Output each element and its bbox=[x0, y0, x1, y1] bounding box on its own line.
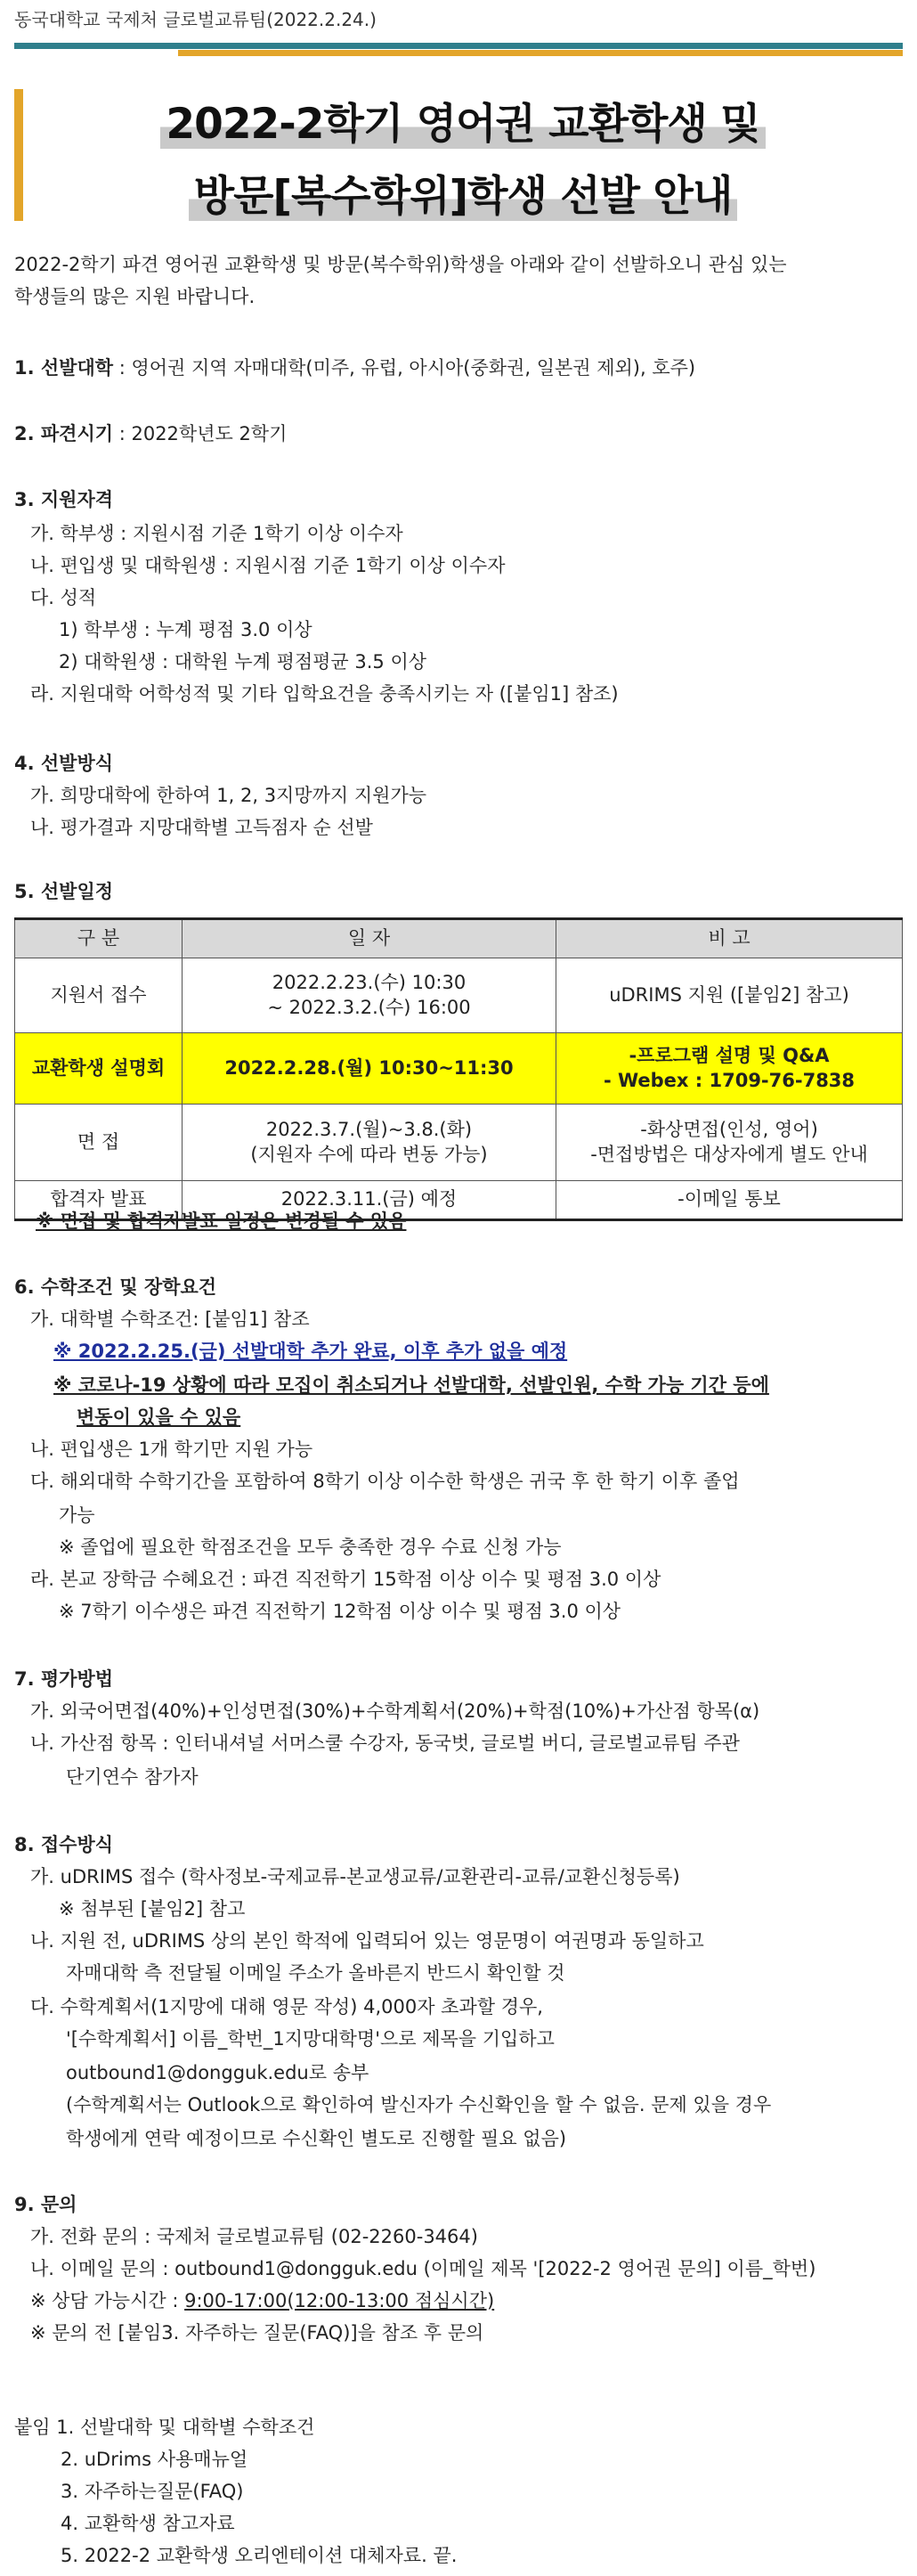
section-2-text: : 2022학년도 2학기 bbox=[113, 423, 288, 444]
schedule-cell-date: 2022.2.28.(월) 10:30~11:30 bbox=[183, 1033, 556, 1105]
header-divider-teal bbox=[14, 43, 903, 49]
section-8-item-c-line-1: 다. 수학계획서(1지망에 대해 영문 작성) 4,000자 초과할 경우, bbox=[30, 1996, 543, 2018]
table-row bbox=[15, 1105, 903, 1181]
section-4-title: 4. 선발방식 bbox=[14, 753, 114, 774]
section-7-item-b-line-2: 단기연수 참가자 bbox=[66, 1766, 199, 1788]
section-4-item-a: 가. 희망대학에 한하여 1, 2, 3지망까지 지원가능 bbox=[30, 785, 427, 806]
schedule-cell-date bbox=[183, 958, 556, 1033]
table-row bbox=[15, 1033, 903, 1105]
section-3-item-c2: 2) 대학원생 : 대학원 누계 평점평균 3.5 이상 bbox=[59, 651, 427, 673]
schedule-note-line: -면접방법은 대상자에게 별도 안내 bbox=[590, 1143, 868, 1165]
table-row bbox=[15, 958, 903, 1033]
section-3-item-d: 라. 지원대학 어학성적 및 기타 입학요건을 충족시키는 자 ([붙임1] 참조) bbox=[30, 683, 619, 705]
title-line-1: 2022-2학기 영어권 교환학생 및 bbox=[160, 100, 765, 149]
section-7-title: 7. 평가방법 bbox=[14, 1668, 114, 1690]
schedule-table bbox=[14, 917, 903, 1221]
title-line-2: 방문[복수학위]학생 선발 안내 bbox=[189, 172, 738, 221]
schedule-header-note: 비 고 bbox=[556, 919, 903, 958]
section-8-item-b-line-1: 나. 지원 전, uDRIMS 상의 본인 학적에 입력되어 있는 영문명이 여권명과 동일하고 bbox=[30, 1930, 704, 1952]
section-6-item-d-note: ※ 7학기 이수생은 파견 직전학기 12학점 이상 이수 및 평점 3.0 이상 bbox=[59, 1601, 621, 1622]
schedule-cell-category: 합격자 발표 bbox=[15, 1181, 183, 1220]
section-6-note-1: ※ 2022.2.25.(금) 선발대학 추가 완료, 이후 추가 없을 예정 bbox=[53, 1341, 568, 1362]
section-9-item-a: 가. 전화 문의 : 국제처 글로벌교류팀 (02-2260-3464) bbox=[30, 2226, 478, 2247]
section-8-item-c-email: outbound1@dongguk.edu로 송부 bbox=[66, 2062, 369, 2083]
section-9-note-1-prefix: ※ 상담 가능시간 : bbox=[30, 2290, 185, 2311]
schedule-cell-note: -이메일 통보 bbox=[556, 1181, 903, 1220]
section-2 bbox=[14, 422, 287, 446]
section-3-item-b: 나. 편입생 및 대학원생 : 지원시점 기준 1학기 이상 이수자 bbox=[30, 555, 506, 576]
attachment-2: 2. uDrims 사용매뉴얼 bbox=[61, 2449, 248, 2470]
schedule-header-date: 일 자 bbox=[183, 919, 556, 958]
section-6-item-c-line-2: 가능 bbox=[59, 1504, 95, 1526]
attachment-5: 5. 2022-2 교환학생 오리엔테이션 대체자료. 끝. bbox=[61, 2545, 458, 2566]
section-5-title: 5. 선발일정 bbox=[14, 881, 114, 902]
section-6-item-c-note: ※ 졸업에 필요한 학점조건을 모두 충족한 경우 수료 신청 가능 bbox=[59, 1537, 562, 1558]
section-3-item-c1: 1) 학부생 : 누계 평점 3.0 이상 bbox=[59, 619, 312, 640]
schedule-cell-date: 2022.3.11.(금) 예정 bbox=[183, 1181, 556, 1220]
section-8-item-a: 가. uDRIMS 접수 (학사정보-국제교류-본교생교류/교환관리-교류/교환신청등록) bbox=[30, 1866, 680, 1887]
attachment-4: 4. 교환학생 참고자료 bbox=[61, 2513, 235, 2534]
schedule-notice: ※ 면접 및 합격자발표 일정은 변경될 수 있음 bbox=[36, 1211, 407, 1232]
schedule-table-header bbox=[15, 919, 903, 958]
section-3-item-a: 가. 학부생 : 지원시점 기준 1학기 이상 이수자 bbox=[30, 523, 403, 544]
section-7-item-b-line-1: 나. 가산점 항목 : 인터내셔널 서머스쿨 수강자, 동국벗, 글로벌 버디, 글로벌교류팀 주관 bbox=[30, 1732, 740, 1754]
schedule-cell-category: 면 접 bbox=[15, 1105, 183, 1181]
title-box bbox=[14, 89, 903, 221]
section-2-label: 2. 파견시기 bbox=[14, 423, 114, 444]
section-7-item-a: 가. 외국어면접(40%)+인성면접(30%)+수학계획서(20%)+학점(10%)+가산점 항목(α) bbox=[30, 1700, 760, 1722]
section-6-item-a: 가. 대학별 수학조건: [붙임1] 참조 bbox=[30, 1308, 310, 1330]
section-4-item-b: 나. 평가결과 지망대학별 고득점자 순 선발 bbox=[30, 817, 373, 838]
schedule-header-category: 구 분 bbox=[15, 919, 183, 958]
header-org: 동국대학교 국제처 글로벌교류팀(2022.2.24.) bbox=[14, 9, 377, 30]
schedule-cell-category: 지원서 접수 bbox=[15, 958, 183, 1033]
section-8-item-c-line-2: '[수학계획서] 이름_학번_1지망대학명'으로 제목을 기입하고 bbox=[66, 2028, 555, 2050]
section-6-note-2-line-2: 변동이 있을 수 있음 bbox=[77, 1406, 241, 1428]
schedule-note-line: - Webex : 1709-76-7838 bbox=[603, 1069, 856, 1091]
section-9-note-2: ※ 문의 전 [붙임3. 자주하는 질문(FAQ)]을 참조 후 문의 bbox=[30, 2322, 484, 2344]
attachment-1: 붙임 1. 선발대학 및 대학별 수학조건 bbox=[14, 2417, 315, 2438]
schedule-cell-note bbox=[556, 1033, 903, 1105]
section-9-consult-hours: 9:00-17:00(12:00-13:00 점심시간) bbox=[184, 2290, 495, 2311]
schedule-note-line: -화상면접(인성, 영어) bbox=[640, 1119, 818, 1141]
section-8-item-c-line-4: (수학계획서는 Outlook으로 확인하여 발신자가 수신확인을 할 수 없음. 문제 있을 경우 bbox=[66, 2094, 772, 2115]
section-6-note-2-line-1: ※ 코로나-19 상황에 따라 모집이 취소되거나 선발대학, 선발인원, 수학 가능 기간 등에 bbox=[53, 1374, 769, 1396]
schedule-date-line: 2022.2.23.(수) 10:30 bbox=[272, 972, 467, 994]
schedule-cell-date bbox=[183, 1105, 556, 1181]
section-1-label: 1. 선발대학 bbox=[14, 357, 114, 379]
section-6-title: 6. 수학조건 및 장학요건 bbox=[14, 1276, 217, 1298]
section-8-title: 8. 접수방식 bbox=[14, 1834, 114, 1855]
section-8-item-a-note: ※ 첨부된 [붙임2] 참고 bbox=[59, 1898, 246, 1920]
schedule-date-line: 2022.3.7.(월)~3.8.(화) bbox=[265, 1119, 473, 1141]
attachment-3: 3. 자주하는질문(FAQ) bbox=[61, 2481, 244, 2502]
section-3-item-c: 다. 성적 bbox=[30, 587, 97, 608]
schedule-date-line: (지원자 수에 따라 변동 가능) bbox=[250, 1143, 488, 1165]
schedule-date-line: ~ 2022.3.2.(수) 16:00 bbox=[267, 996, 471, 1018]
intro-line-1: 2022-2학기 파견 영어권 교환학생 및 방문(복수학위)학생을 아래와 같이 선발하오니 관심 있는 bbox=[14, 254, 787, 275]
section-9-title: 9. 문의 bbox=[14, 2194, 77, 2215]
schedule-cell-note bbox=[556, 1105, 903, 1181]
section-9-item-b: 나. 이메일 문의 : outbound1@dongguk.edu (이메일 제목 '[2022-2 영어권 문의] 이름_학번) bbox=[30, 2258, 816, 2279]
section-8-item-b-line-2: 자매대학 측 전달될 이메일 주소가 올바른지 반드시 확인할 것 bbox=[66, 1962, 565, 1984]
section-9-note-1 bbox=[30, 2289, 494, 2313]
intro-line-2: 학생들의 많은 지원 바랍니다. bbox=[14, 286, 256, 307]
header-divider-gold bbox=[178, 50, 903, 56]
section-6-item-b: 나. 편입생은 1개 학기만 지원 가능 bbox=[30, 1439, 313, 1460]
section-8-item-c-line-5: 학생에게 연락 예정이므로 수신확인 별도로 진행할 필요 없음) bbox=[66, 2128, 567, 2149]
section-6-item-c-line-1: 다. 해외대학 수학기간을 포함하여 8학기 이상 이수한 학생은 귀국 후 한 학기 이후 졸업 bbox=[30, 1471, 740, 1492]
schedule-cell-note: uDRIMS 지원 ([붙임2] 참고) bbox=[556, 958, 903, 1033]
schedule-cell-category: 교환학생 설명회 bbox=[15, 1033, 183, 1105]
section-6-item-d: 라. 본교 장학금 수혜요건 : 파견 직전학기 15학점 이상 이수 및 평점 3.0 이상 bbox=[30, 1569, 661, 1590]
section-1 bbox=[14, 356, 695, 380]
section-1-text: : 영어권 지역 자매대학(미주, 유럽, 아시아(중화권, 일본권 제외), 호주) bbox=[113, 357, 696, 379]
section-3-title: 3. 지원자격 bbox=[14, 489, 114, 510]
schedule-note-line: -프로그램 설명 및 Q&A bbox=[629, 1045, 830, 1067]
